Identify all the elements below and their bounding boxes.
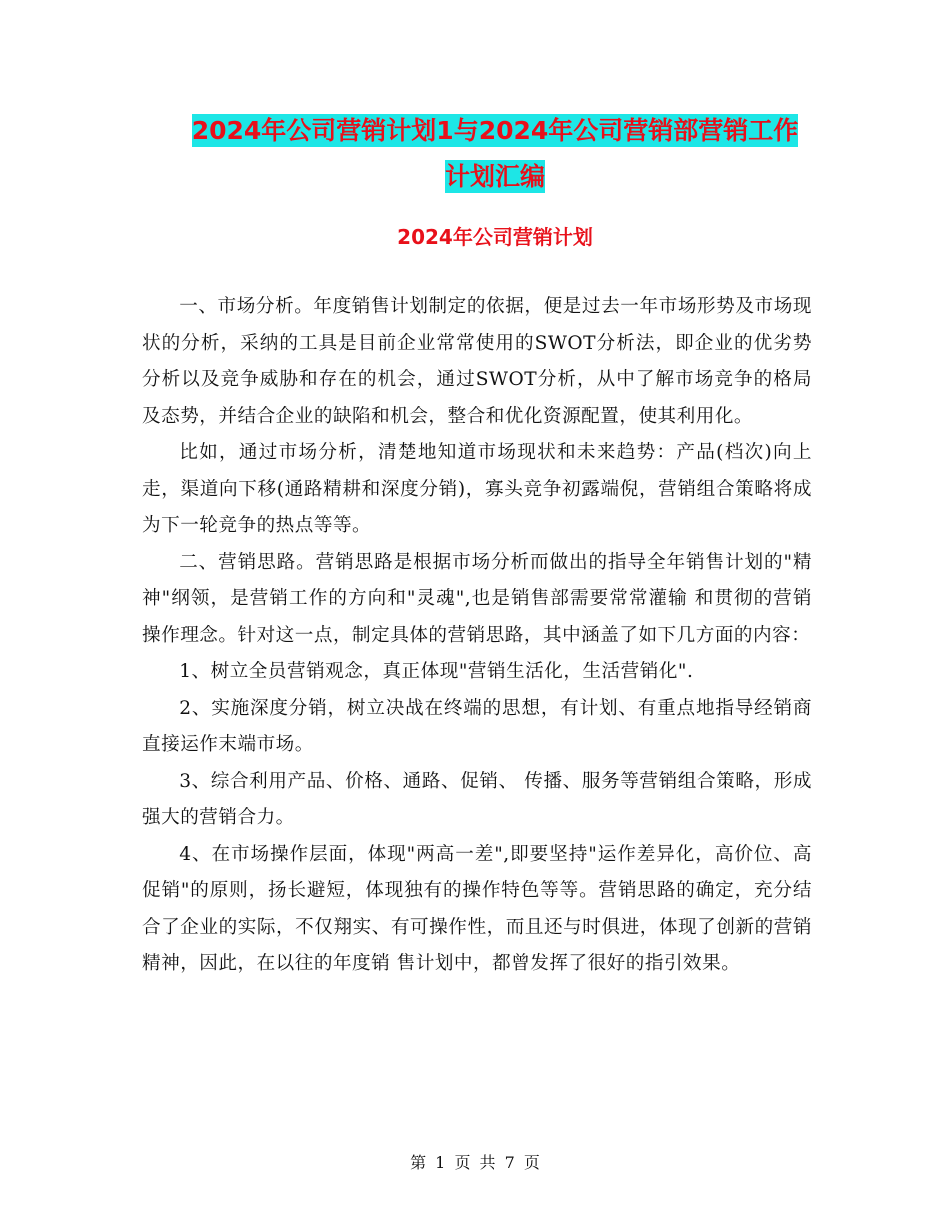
paragraph-item-1: 1、树立全员营销观念，真正体现"营销生活化，生活营销化". [179, 661, 694, 682]
document-title-line2: 计划汇编 [444, 162, 545, 191]
document-body [142, 289, 812, 983]
paragraph-item-3: 3、综合利用产品、价格、通路、促销、 传播、服务等营销组合策略，形成强大的营销合力。 [142, 770, 812, 828]
document-title-line1: 2024年公司营销计划1与2024年公司营销部营销工作 [191, 116, 799, 145]
paragraph-item-4: 4、在市场操作层面，体现"两高一差",即要坚持"运作差异化，高价位、高促销"的原则，扬长避短，体现独有的操作特色等等。营销思路的确定，充分结合了企业的实际，不仅翔实、有可操作性，而且还与时俱进，体现了创新的营销精神，因此，在以往的年度销 售计划中，都曾发挥了很好的指引效果。 [142, 843, 812, 974]
page-number-footer: 第 1 页 共 7 页 [410, 1153, 540, 1172]
document-title [100, 108, 890, 200]
paragraph-example: 比如，通过市场分析，清楚地知道市场现状和未来趋势：产品(档次)向上走，渠道向下移(通路精耕和深度分销)，寡头竞争初露端倪，营销组合策略将成为下一轮竞争的热点等等。 [142, 442, 812, 536]
paragraph-market-analysis: 一、市场分析。年度销售计划制定的依据，便是过去一年市场形势及市场现状的分析，采纳的工具是目前企业常常使用的SWOT分析法，即企业的优劣势分析以及竞争威胁和存在的机会，通过SWOT分析，从中了解市场竞争的格局及态势，并结合企业的缺陷和机会，整合和优化资源配置，使其利用化。 [142, 296, 812, 427]
section-title: 2024年公司营销计划 [397, 225, 593, 249]
paragraph-item-2: 2、实施深度分销，树立决战在终端的思想，有计划、有重点地指导经销商直接运作末端市场。 [142, 697, 812, 755]
paragraph-marketing-thinking: 二、营销思路。营销思路是根据市场分析而做出的指导全年销售计划的"精神"纲领，是营销工作的方向和"灵魂",也是销售部需要常常灌输 和贯彻的营销操作理念。针对这一点，制定具体的营销思路，其中涵盖了如下几方面的内容： [142, 551, 812, 646]
